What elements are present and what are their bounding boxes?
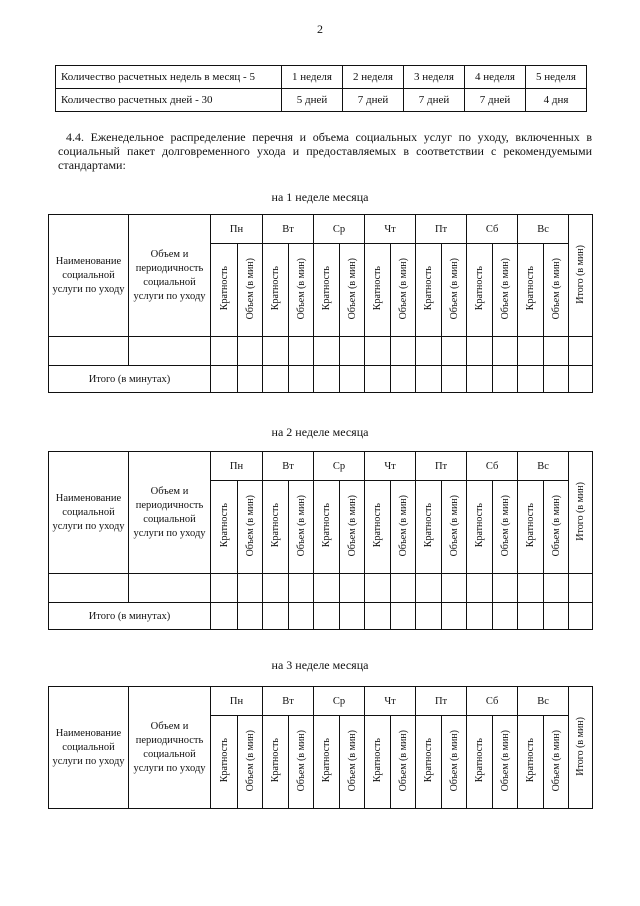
volume-subheader <box>238 481 263 574</box>
frequency-subheader <box>263 716 289 809</box>
table-row <box>56 89 587 112</box>
table-cell <box>129 574 211 603</box>
table-cell <box>467 574 493 603</box>
frequency-subheader <box>416 716 442 809</box>
frequency-subheader <box>211 716 238 809</box>
frequency-label: Кратность <box>372 738 384 783</box>
frequency-subheader <box>518 716 544 809</box>
frequency-label: Кратность <box>218 266 230 311</box>
frequency-subheader <box>365 244 391 337</box>
summary-label: Количество расчетных недель в месяц - 5 <box>56 66 282 89</box>
volume-label: Объем (в мин) <box>448 257 460 320</box>
volume-label: Объем (в мин) <box>346 494 358 557</box>
table-cell <box>289 337 314 366</box>
weekly-schedule-table <box>48 451 593 630</box>
volume-label: Объем (в мин) <box>448 729 460 792</box>
total-minutes-label: Итого (в мин) <box>575 481 587 541</box>
table-cell <box>340 366 365 393</box>
summary-cell: 7 дней <box>465 89 526 112</box>
volume-subheader <box>442 244 467 337</box>
volume-subheader <box>493 481 518 574</box>
day-header: Пн <box>211 215 263 244</box>
table-cell <box>569 366 593 393</box>
table-cell <box>493 366 518 393</box>
volume-subheader <box>544 716 569 809</box>
service-name-header: Наименование социальной услуги по уходу <box>49 687 129 809</box>
day-header: Пн <box>211 452 263 481</box>
volume-subheader <box>340 244 365 337</box>
volume-label: Объем (в мин) <box>397 494 409 557</box>
week-caption: на 3 неделе месяца <box>271 658 369 672</box>
volume-subheader <box>289 244 314 337</box>
volume-subheader <box>340 716 365 809</box>
table-cell <box>569 337 593 366</box>
frequency-label: Кратность <box>321 266 333 311</box>
frequency-subheader <box>365 716 391 809</box>
frequency-label: Кратность <box>270 503 282 548</box>
frequency-subheader <box>467 481 493 574</box>
day-header: Ср <box>314 452 365 481</box>
day-header: Вт <box>263 687 314 716</box>
day-header: Пт <box>416 215 467 244</box>
table-cell <box>211 366 238 393</box>
table-cell <box>569 574 593 603</box>
frequency-subheader <box>467 244 493 337</box>
volume-subheader <box>391 716 416 809</box>
day-header: Вс <box>518 687 569 716</box>
volume-label: Объем (в мин) <box>295 494 307 557</box>
table-cell <box>416 366 442 393</box>
volume-subheader <box>238 716 263 809</box>
total-row-label: Итого (в минутах) <box>49 603 211 630</box>
frequency-label: Кратность <box>423 503 435 548</box>
day-header: Чт <box>365 452 416 481</box>
frequency-subheader <box>416 481 442 574</box>
table-cell <box>365 366 391 393</box>
volume-label: Объем (в мин) <box>550 494 562 557</box>
table-header-row <box>49 215 593 244</box>
frequency-label: Кратность <box>321 738 333 783</box>
summary-cell: 7 дней <box>343 89 404 112</box>
table-row <box>56 66 587 89</box>
table-cell <box>518 366 544 393</box>
frequency-subheader <box>314 716 340 809</box>
table-cell <box>416 574 442 603</box>
day-header: Вс <box>518 215 569 244</box>
table-cell <box>314 574 340 603</box>
day-header: Вт <box>263 215 314 244</box>
table-row <box>49 337 593 366</box>
table-total-row <box>49 366 593 393</box>
frequency-label: Кратность <box>474 738 486 783</box>
table-cell <box>569 603 593 630</box>
volume-label: Объем (в мин) <box>295 729 307 792</box>
table-row <box>49 574 593 603</box>
frequency-label: Кратность <box>525 266 537 311</box>
volume-header: Объем и периодичность социальной услуги по уходу <box>129 687 211 809</box>
day-header: Чт <box>365 215 416 244</box>
total-minutes-header <box>569 452 593 574</box>
table-cell <box>314 337 340 366</box>
table-cell <box>518 603 544 630</box>
day-header: Вт <box>263 452 314 481</box>
table-cell <box>289 574 314 603</box>
frequency-subheader <box>211 244 238 337</box>
volume-label: Объем (в мин) <box>550 729 562 792</box>
table-cell <box>238 337 263 366</box>
total-minutes-label: Итого (в мин) <box>575 244 587 304</box>
frequency-label: Кратность <box>321 503 333 548</box>
table-cell <box>365 574 391 603</box>
summary-cell: 5 дней <box>282 89 343 112</box>
table-cell <box>544 603 569 630</box>
total-minutes-header <box>569 687 593 809</box>
table-cell <box>442 603 467 630</box>
frequency-subheader <box>314 481 340 574</box>
table-cell <box>493 574 518 603</box>
total-minutes-header <box>569 215 593 337</box>
volume-label: Объем (в мин) <box>346 257 358 320</box>
day-header: Вс <box>518 452 569 481</box>
table-cell <box>442 366 467 393</box>
volume-subheader <box>391 244 416 337</box>
table-cell <box>467 603 493 630</box>
day-header: Ср <box>314 687 365 716</box>
volume-label: Объем (в мин) <box>499 494 511 557</box>
frequency-label: Кратность <box>474 503 486 548</box>
week-caption: на 2 неделе месяца <box>271 425 369 439</box>
frequency-label: Кратность <box>372 503 384 548</box>
table-cell <box>391 574 416 603</box>
summary-cell: 4 неделя <box>465 66 526 89</box>
table-cell <box>49 337 129 366</box>
table-cell <box>314 603 340 630</box>
volume-subheader <box>493 716 518 809</box>
volume-label: Объем (в мин) <box>244 729 256 792</box>
summary-cell: 5 неделя <box>526 66 587 89</box>
volume-header: Объем и периодичность социальной услуги по уходу <box>129 452 211 574</box>
table-cell <box>263 603 289 630</box>
summary-cell: 1 неделя <box>282 66 343 89</box>
volume-subheader <box>544 244 569 337</box>
volume-label: Объем (в мин) <box>550 257 562 320</box>
table-cell <box>518 337 544 366</box>
frequency-subheader <box>263 481 289 574</box>
volume-header: Объем и периодичность социальной услуги по уходу <box>129 215 211 337</box>
volume-subheader <box>289 716 314 809</box>
table-cell <box>416 337 442 366</box>
day-header: Пт <box>416 687 467 716</box>
frequency-label: Кратность <box>423 738 435 783</box>
summary-cell: 2 неделя <box>343 66 404 89</box>
day-header: Пт <box>416 452 467 481</box>
volume-subheader <box>238 244 263 337</box>
table-cell <box>263 366 289 393</box>
frequency-subheader <box>211 481 238 574</box>
table-cell <box>391 366 416 393</box>
table-cell <box>544 574 569 603</box>
volume-label: Объем (в мин) <box>448 494 460 557</box>
table-cell <box>493 337 518 366</box>
table-total-row <box>49 603 593 630</box>
day-header: Сб <box>467 687 518 716</box>
volume-label: Объем (в мин) <box>397 257 409 320</box>
summary-cell: 7 дней <box>404 89 465 112</box>
section-paragraph: 4.4. Еженедельное распределение перечня и объема социальных услуг по уходу, включенных в социальный пакет долговременного ухода и предоставляемых в соответствии с рекомендуемыми стандартами: <box>58 130 592 172</box>
table-cell <box>263 337 289 366</box>
table-cell <box>544 366 569 393</box>
table-cell <box>340 603 365 630</box>
table-cell <box>238 574 263 603</box>
frequency-label: Кратность <box>270 738 282 783</box>
weeks-summary-table <box>55 65 587 112</box>
table-cell <box>211 574 238 603</box>
frequency-subheader <box>416 244 442 337</box>
frequency-subheader <box>314 244 340 337</box>
table-cell <box>211 337 238 366</box>
frequency-subheader <box>263 244 289 337</box>
table-cell <box>467 337 493 366</box>
table-cell <box>365 603 391 630</box>
service-name-header: Наименование социальной услуги по уходу <box>49 452 129 574</box>
volume-label: Объем (в мин) <box>397 729 409 792</box>
summary-cell: 3 неделя <box>404 66 465 89</box>
table-cell <box>263 574 289 603</box>
day-header: Сб <box>467 215 518 244</box>
day-header: Чт <box>365 687 416 716</box>
summary-cell: 4 дня <box>526 89 587 112</box>
service-name-header: Наименование социальной услуги по уходу <box>49 215 129 337</box>
table-cell <box>416 603 442 630</box>
volume-label: Объем (в мин) <box>295 257 307 320</box>
volume-label: Объем (в мин) <box>244 257 256 320</box>
volume-subheader <box>442 716 467 809</box>
table-cell <box>289 366 314 393</box>
table-cell <box>391 603 416 630</box>
weekly-schedule-table <box>48 686 593 809</box>
volume-subheader <box>340 481 365 574</box>
volume-label: Объем (в мин) <box>244 494 256 557</box>
weekly-schedule-table <box>48 214 593 393</box>
frequency-label: Кратность <box>372 266 384 311</box>
table-cell <box>238 603 263 630</box>
table-cell <box>442 337 467 366</box>
volume-label: Объем (в мин) <box>346 729 358 792</box>
frequency-subheader <box>365 481 391 574</box>
frequency-label: Кратность <box>270 266 282 311</box>
frequency-label: Кратность <box>525 503 537 548</box>
frequency-label: Кратность <box>423 266 435 311</box>
frequency-label: Кратность <box>474 266 486 311</box>
volume-subheader <box>289 481 314 574</box>
volume-label: Объем (в мин) <box>499 729 511 792</box>
table-cell <box>442 574 467 603</box>
table-cell <box>211 603 238 630</box>
table-cell <box>467 366 493 393</box>
frequency-subheader <box>518 481 544 574</box>
day-header: Ср <box>314 215 365 244</box>
total-minutes-label: Итого (в мин) <box>575 716 587 776</box>
volume-subheader <box>442 481 467 574</box>
table-cell <box>340 337 365 366</box>
table-cell <box>289 603 314 630</box>
table-cell <box>544 337 569 366</box>
total-row-label: Итого (в минутах) <box>49 366 211 393</box>
day-header: Пн <box>211 687 263 716</box>
week-caption: на 1 неделе месяца <box>271 190 369 204</box>
page-number: 2 <box>317 22 323 36</box>
volume-subheader <box>391 481 416 574</box>
table-cell <box>493 603 518 630</box>
volume-subheader <box>493 244 518 337</box>
frequency-label: Кратность <box>218 503 230 548</box>
table-cell <box>238 366 263 393</box>
table-cell <box>518 574 544 603</box>
frequency-label: Кратность <box>218 738 230 783</box>
frequency-subheader <box>467 716 493 809</box>
table-cell <box>340 574 365 603</box>
frequency-subheader <box>518 244 544 337</box>
frequency-label: Кратность <box>525 738 537 783</box>
day-header: Сб <box>467 452 518 481</box>
table-cell <box>314 366 340 393</box>
table-cell <box>391 337 416 366</box>
volume-subheader <box>544 481 569 574</box>
table-cell <box>49 574 129 603</box>
volume-label: Объем (в мин) <box>499 257 511 320</box>
table-header-row <box>49 687 593 716</box>
table-cell <box>129 337 211 366</box>
summary-label: Количество расчетных дней - 30 <box>56 89 282 112</box>
table-cell <box>365 337 391 366</box>
table-header-row <box>49 452 593 481</box>
